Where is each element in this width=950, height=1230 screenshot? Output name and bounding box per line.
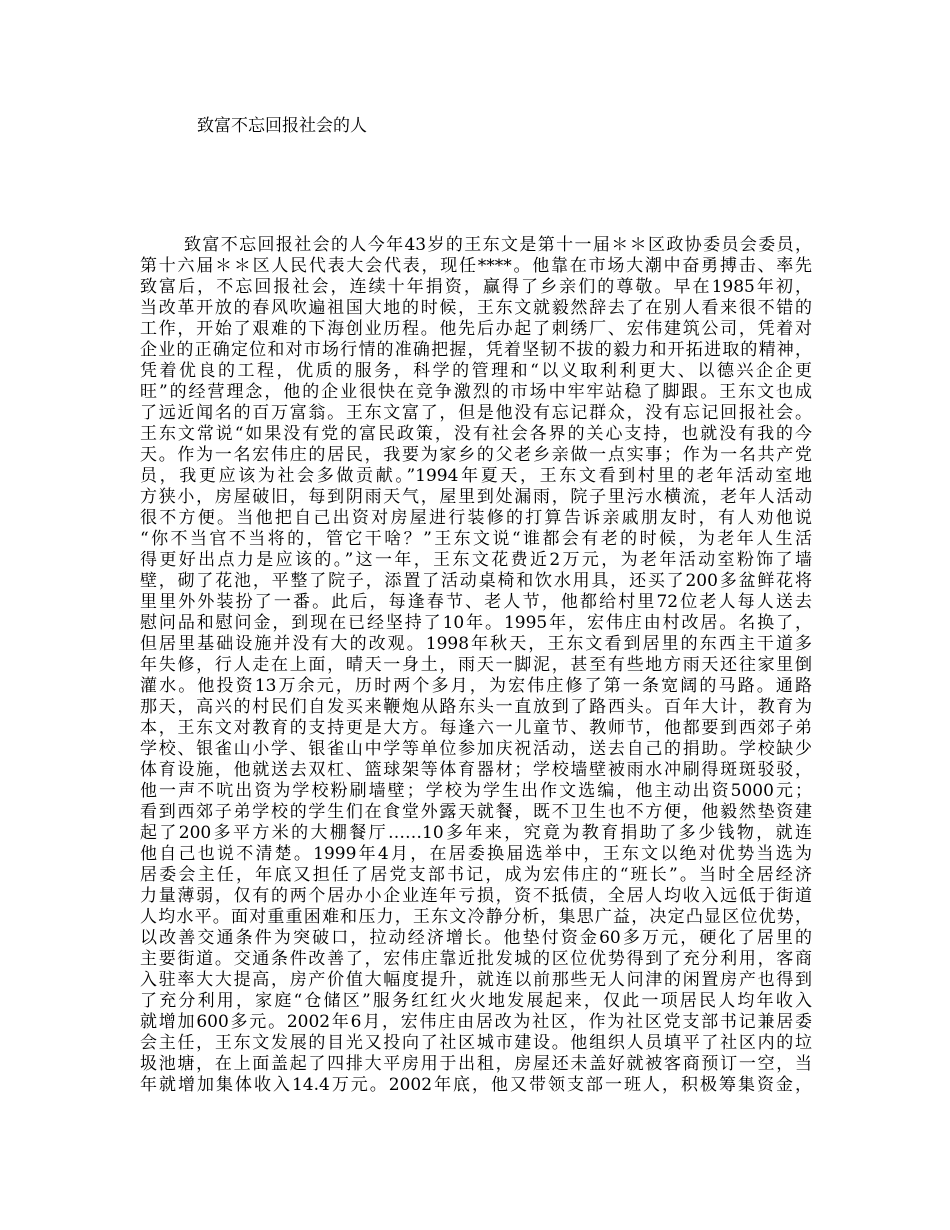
body-line: 凭着优良的工程，优质的服务，科学的管理和“以义取利利更大、以德兴企企更 (140, 361, 812, 381)
body-line: 灌水。他投资13万余元，历时两个多月，为宏伟庄修了第一条宽阔的马路。通路 (140, 676, 812, 696)
body-line: 圾池塘，在上面盖起了四排大平房用于出租，房屋还未盖好就被客商预订一空，当 (140, 1054, 812, 1074)
body-line: 居委会主任，年底又担任了居党支部书记，成为宏伟庄的“班长”。当时全居经济 (140, 865, 812, 885)
body-line: 以改善交通条件为突破口，拉动经济增长。他垫付资金60多万元，硬化了居里的 (140, 928, 812, 948)
body-line: 学校、银雀山小学、银雀山中学等单位参加庆祝活动，送去自己的捐助。学校缺少 (140, 739, 812, 759)
body-line: 企业的正确定位和对市场行情的准确把握，凭着坚韧不拔的毅力和开拓进取的精神， (140, 340, 812, 360)
body-line: 但居里基础设施并没有大的改观。1998年秋天，王东文看到居里的东西主干道多 (140, 634, 812, 654)
body-line: 入驻率大大提高，房产价值大幅度提升，就连以前那些无人问津的闲置房产也得到 (140, 970, 812, 990)
document-title: 致富不忘回报社会的人 (197, 116, 367, 136)
body-line: 第十六届＊＊区人民代表大会代表，现任****。他靠在市场大潮中奋勇搏击、率先 (140, 256, 812, 276)
body-line: 人均水平。面对重重困难和压力，王东文冷静分析，集思广益，决定凸显区位优势， (140, 907, 812, 927)
body-line: 员，我更应该为社会多做贡献。”1994年夏天，王东文看到村里的老年活动室地 (140, 466, 812, 486)
body-line: 就增加600多元。2002年6月，宏伟庄由居改为社区，作为社区党支部书记兼居委 (140, 1012, 812, 1032)
body-line: 会主任，王东文发展的目光又投向了社区城市建设。他组织人员填平了社区内的垃 (140, 1033, 812, 1053)
body-line: 了充分利用，家庭“仓储区”服务红红火火地发展起来，仅此一项居民人均年收入 (140, 991, 812, 1011)
body-line: 起了200多平方米的大棚餐厅……10多年来，究竟为教育捐助了多少钱物，就连 (140, 823, 812, 843)
body-line: 他自己也说不清楚。1999年4月，在居委换届选举中，王东文以绝对优势当选为 (140, 844, 812, 864)
body-line: 体育设施，他就送去双杠、篮球架等体育器材；学校墙壁被雨水冲刷得斑斑驳驳， (140, 760, 812, 780)
body-line: 当改革开放的春风吹遍祖国大地的时候，王东文就毅然辞去了在别人看来很不错的 (140, 298, 812, 318)
body-line: 很不方便。当他把自己出资对房屋进行装修的打算告诉亲戚朋友时，有人劝他说 (140, 508, 812, 528)
body-line: 那天，高兴的村民们自发买来鞭炮从路东头一直放到了路西头。百年大计，教育为 (140, 697, 812, 717)
body-line: 慰问品和慰问金，到现在已经坚持了10年。1995年，宏伟庄由村改居。名换了， (140, 613, 812, 633)
body-line: 本，王东文对教育的支持更是大方。每逢六一儿童节、教师节，他都要到西郊子弟 (140, 718, 812, 738)
body-line: 年就增加集体收入14.4万元。2002年底，他又带领支部一班人，积极筹集资金， (140, 1075, 812, 1095)
body-line: 得更好出点力是应该的。”这一年，王东文花费近2万元，为老年活动室粉饰了墙 (140, 550, 812, 570)
body-line: 里里外外装扮了一番。此后，每逢春节、老人节，他都给村里72位老人每人送去 (140, 592, 812, 612)
body-line: 看到西郊子弟学校的学生们在食堂外露天就餐，既不卫生也不方便，他毅然垫资建 (140, 802, 812, 822)
body-line: 工作，开始了艰难的下海创业历程。他先后办起了刺绣厂、宏伟建筑公司，凭着对 (140, 319, 812, 339)
body-line: 壁，砌了花池，平整了院子，添置了活动桌椅和饮水用具，还买了200多盆鲜花将 (140, 571, 812, 591)
body-line: 年失修，行人走在上面，晴天一身土，雨天一脚泥，甚至有些地方雨天还往家里倒 (140, 655, 812, 675)
body-line: 天。作为一名宏伟庄的居民，我要为家乡的父老乡亲做一点实事；作为一名共产党 (140, 445, 812, 465)
body-line: 致富不忘回报社会的人今年43岁的王东文是第十一届＊＊区政协委员会委员， (184, 235, 812, 255)
body-line: 方狭小，房屋破旧，每到阴雨天气，屋里到处漏雨，院子里污水横流，老年人活动 (140, 487, 812, 507)
body-line: 了远近闻名的百万富翁。王东文富了，但是他没有忘记群众，没有忘记回报社会。 (140, 403, 812, 423)
document-body (140, 235, 812, 1096)
body-line: “你不当官不当将的，管它干啥？”王东文说“谁都会有老的时候，为老年人生活 (140, 529, 812, 549)
body-line: 他一声不吭出资为学校粉刷墙壁；学校为学生出作文选编，他主动出资5000元； (140, 781, 812, 801)
body-line: 力量薄弱，仅有的两个居办小企业连年亏损，资不抵债，全居人均收入远低于街道 (140, 886, 812, 906)
body-line: 致富后，不忘回报社会，连续十年捐资，赢得了乡亲们的尊敬。早在1985年初， (140, 277, 812, 297)
body-line: 旺”的经营理念，他的企业很快在竞争激烈的市场中牢牢站稳了脚跟。王东文也成 (140, 382, 812, 402)
body-line: 主要街道。交通条件改善了，宏伟庄靠近批发城的区位优势得到了充分利用，客商 (140, 949, 812, 969)
body-line: 王东文常说“如果没有党的富民政策，没有社会各界的关心支持，也就没有我的今 (140, 424, 812, 444)
